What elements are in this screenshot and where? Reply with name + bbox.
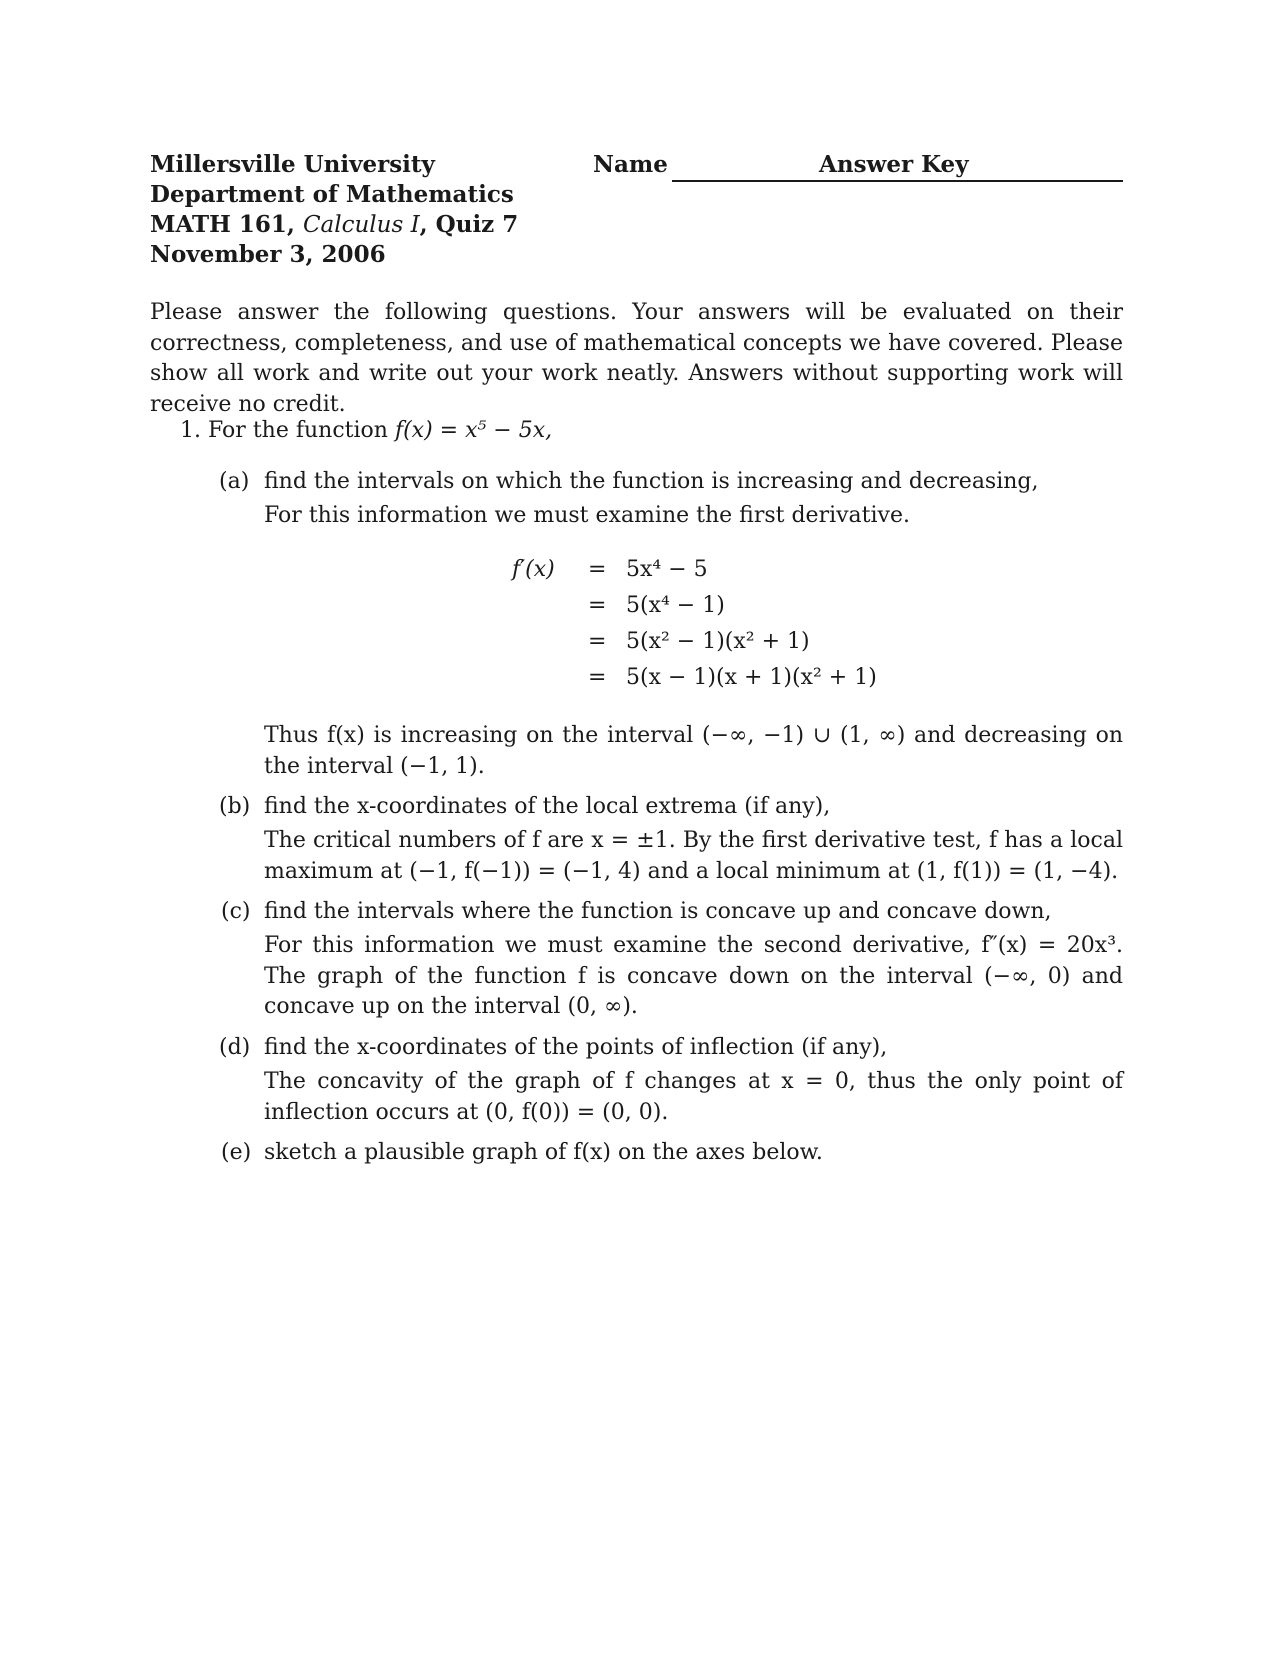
equals-sign: = — [588, 629, 607, 654]
part-a-conclusion: Thus f(x) is increasing on the interval (−∞, −1) ∪ (1, ∞) and decreasing on the interval (−1, 1). — [264, 723, 1123, 779]
question-number: 1. — [180, 418, 201, 443]
question-1 — [180, 416, 552, 446]
department-name: Department of Mathematics — [150, 181, 514, 208]
part-a-label: (a) — [219, 469, 250, 494]
part-b-label: (b) — [219, 794, 251, 819]
name-value: Answer Key — [819, 151, 969, 178]
part-e-prompt: sketch a plausible graph of f(x) on the axes below. — [264, 1140, 823, 1165]
equals-sign: = — [588, 665, 607, 690]
derivation-step: 5(x⁴ − 1) — [626, 593, 725, 618]
instructions: Please answer the following questions. Your answers will be evaluated on their correctness, completeness, and use of mathematical concepts we have covered. Please show all work and write out your work neatly. Answers without supporting work will receive no credit. — [150, 300, 1123, 417]
equals-sign: = — [588, 557, 607, 582]
derivative-lhs: f′(x) — [512, 557, 555, 582]
part-c-label: (c) — [221, 899, 251, 924]
university-name: Millersville University — [150, 151, 435, 178]
course-title: Calculus I — [302, 212, 420, 238]
quiz-date: November 3, 2006 — [150, 241, 386, 268]
question-prompt: For the function — [208, 418, 388, 443]
name-underline — [672, 180, 1123, 182]
part-d-prompt: find the x-coordinates of the points of inflection (if any), — [264, 1035, 888, 1060]
name-label: Name — [593, 151, 668, 178]
derivation-step: 5(x − 1)(x + 1)(x² + 1) — [626, 665, 877, 690]
derivation-step: 5(x² − 1)(x² + 1) — [626, 629, 810, 654]
question-function: f(x) = x⁵ − 5x, — [394, 418, 553, 443]
part-b-prompt: find the x-coordinates of the local extrema (if any), — [264, 794, 831, 819]
part-a-intro: For this information we must examine the first derivative. — [264, 503, 910, 528]
part-a-prompt: find the intervals on which the function is increasing and decreasing, — [264, 469, 1039, 494]
course-line — [150, 210, 518, 240]
course-suffix: , Quiz 7 — [419, 211, 519, 238]
part-e-label: (e) — [221, 1140, 252, 1165]
course-prefix: MATH 161, — [150, 211, 295, 238]
part-c-prompt: find the intervals where the function is concave up and concave down, — [264, 899, 1052, 924]
part-c-answer: For this information we must examine the second derivative, f″(x) = 20x³. The graph of the function f is concave down on the interval (−∞, 0) and concave up on the interval (0, ∞). — [264, 933, 1123, 1019]
derivation-step: 5x⁴ − 5 — [626, 557, 708, 582]
part-d-answer: The concavity of the graph of f changes at x = 0, thus the only point of inflection occurs at (0, f(0)) = (0, 0). — [264, 1069, 1123, 1125]
part-b-answer: The critical numbers of f are x = ±1. By the first derivative test, f has a local maximum at (−1, f(−1)) = (−1, 4) and a local minimum at (1, f(1)) = (1, −4). — [264, 828, 1123, 884]
part-d-label: (d) — [219, 1035, 251, 1060]
equals-sign: = — [588, 593, 607, 618]
